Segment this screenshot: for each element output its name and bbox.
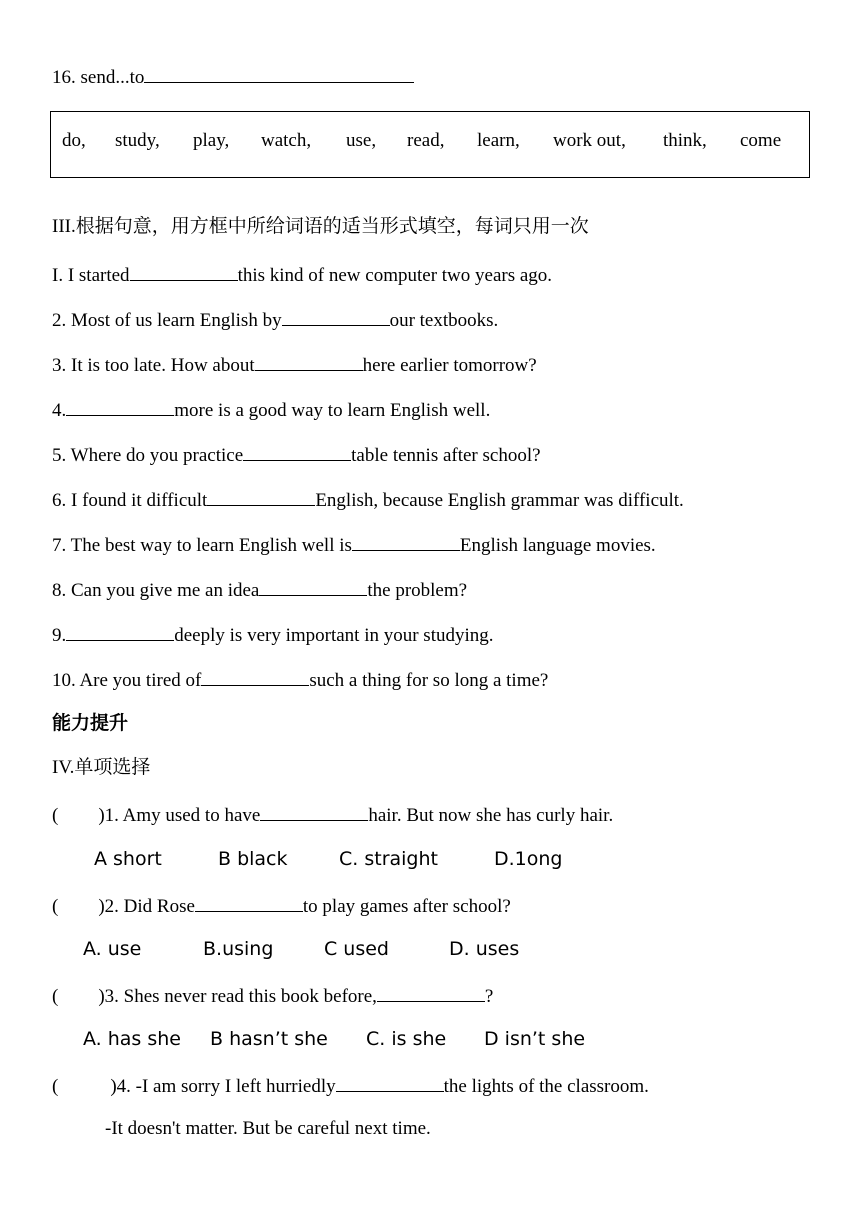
s3-question xyxy=(52,351,537,378)
question-text: to play games after school? xyxy=(302,896,511,917)
s4-question xyxy=(52,1072,649,1099)
ability-title: 能力提升 xyxy=(52,712,129,734)
section-4-title: IV.单项选择 xyxy=(52,757,151,778)
dialog-response: -It doesn't matter. But be careful next time. xyxy=(105,1118,431,1139)
option[interactable]: B black xyxy=(218,848,288,870)
question-text: English, because English grammar was difficult. xyxy=(315,490,684,511)
answer-blank[interactable] xyxy=(207,486,315,506)
word-item: do, xyxy=(62,130,86,151)
question-text: table tennis after school? xyxy=(351,445,541,466)
question-text: 3. It is too late. How about xyxy=(52,355,255,376)
s3-question xyxy=(52,306,498,333)
word-item: work out, xyxy=(553,130,626,151)
question-text: 5. Where do you practice xyxy=(52,445,244,466)
s3-question xyxy=(52,576,467,603)
s4-question xyxy=(52,982,493,1009)
answer-blank[interactable] xyxy=(255,351,363,371)
question-text: the lights of the classroom. xyxy=(443,1076,649,1097)
question-text: )3. Shes never read this book before, xyxy=(98,986,377,1007)
s3-question xyxy=(52,396,490,423)
word-item: use, xyxy=(346,130,377,151)
answer-blank xyxy=(260,801,368,821)
item-16-text: 16. send...to xyxy=(52,67,145,88)
answer-paren[interactable]: ( xyxy=(52,896,59,917)
question-text: such a thing for so long a time? xyxy=(309,670,549,691)
option[interactable]: C used xyxy=(324,938,389,960)
answer-blank[interactable] xyxy=(66,396,174,416)
question-text: )4. -I am sorry I left hurriedly xyxy=(110,1076,336,1097)
question-text: ? xyxy=(484,986,494,1007)
option[interactable]: D. uses xyxy=(449,938,520,960)
answer-blank xyxy=(336,1072,444,1092)
question-text: English language movies. xyxy=(459,535,656,556)
question-text: here earlier tomorrow? xyxy=(362,355,537,376)
answer-paren[interactable]: ( xyxy=(52,805,59,826)
question-text: more is a good way to learn English well. xyxy=(174,400,491,421)
question-text: 6. I found it difficult xyxy=(52,490,208,511)
word-item: learn, xyxy=(477,130,520,151)
answer-blank[interactable] xyxy=(243,441,351,461)
answer-blank[interactable] xyxy=(282,306,390,326)
word-item: watch, xyxy=(261,130,312,151)
option[interactable]: C. straight xyxy=(339,848,438,870)
option[interactable]: C. is she xyxy=(366,1028,447,1050)
answer-paren[interactable]: ( xyxy=(52,986,59,1007)
question-text: this kind of new computer two years ago. xyxy=(237,265,553,286)
word-item: play, xyxy=(193,130,230,151)
s3-question xyxy=(52,621,494,648)
question-text: 9. xyxy=(52,625,67,646)
option[interactable]: D isn’t she xyxy=(484,1028,586,1050)
answer-blank[interactable] xyxy=(130,261,238,281)
answer-blank xyxy=(377,982,485,1002)
option[interactable]: B.using xyxy=(203,938,274,960)
section-3-title: III.根据句意，用方框中所给词语的适当形式填空，每词只用一次 xyxy=(52,216,589,237)
answer-blank[interactable] xyxy=(201,666,309,686)
option[interactable]: B hasn’t she xyxy=(210,1028,328,1050)
s4-question xyxy=(52,801,613,828)
answer-blank[interactable] xyxy=(259,576,367,596)
word-item: think, xyxy=(663,130,707,151)
question-text: the problem? xyxy=(367,580,468,601)
question-text: deeply is very important in your studying. xyxy=(174,625,494,646)
question-text: 2. Most of us learn English by xyxy=(52,310,282,331)
word-box xyxy=(50,111,810,178)
s4-question xyxy=(52,892,511,919)
question-text: hair. But now she has curly hair. xyxy=(368,805,614,826)
question-text: 8. Can you give me an idea xyxy=(52,580,260,601)
s3-question xyxy=(52,441,541,468)
option[interactable]: A. has she xyxy=(83,1028,181,1050)
question-text: 10. Are you tired of xyxy=(52,670,202,691)
s3-question xyxy=(52,531,656,558)
question-text: 7. The best way to learn English well is xyxy=(52,535,352,556)
s3-question xyxy=(52,261,552,288)
question-text: I. I started xyxy=(52,265,130,286)
answer-blank[interactable] xyxy=(352,531,460,551)
option[interactable]: A short xyxy=(94,848,162,870)
s3-question xyxy=(52,486,684,513)
question-text: 4. xyxy=(52,400,67,421)
item-16 xyxy=(52,63,414,90)
answer-blank xyxy=(195,892,303,912)
option[interactable]: A. use xyxy=(83,938,142,960)
word-item: read, xyxy=(407,130,445,151)
s3-question xyxy=(52,666,548,693)
word-item: come xyxy=(740,130,782,151)
answer-paren[interactable]: ( xyxy=(52,1076,59,1097)
question-text: )2. Did Rose xyxy=(98,896,195,917)
item-16-blank[interactable] xyxy=(144,63,414,83)
question-text: our textbooks. xyxy=(389,310,499,331)
option[interactable]: D.1ong xyxy=(494,848,563,870)
word-item: study, xyxy=(115,130,160,151)
question-text: )1. Amy used to have xyxy=(98,805,261,826)
answer-blank[interactable] xyxy=(66,621,174,641)
